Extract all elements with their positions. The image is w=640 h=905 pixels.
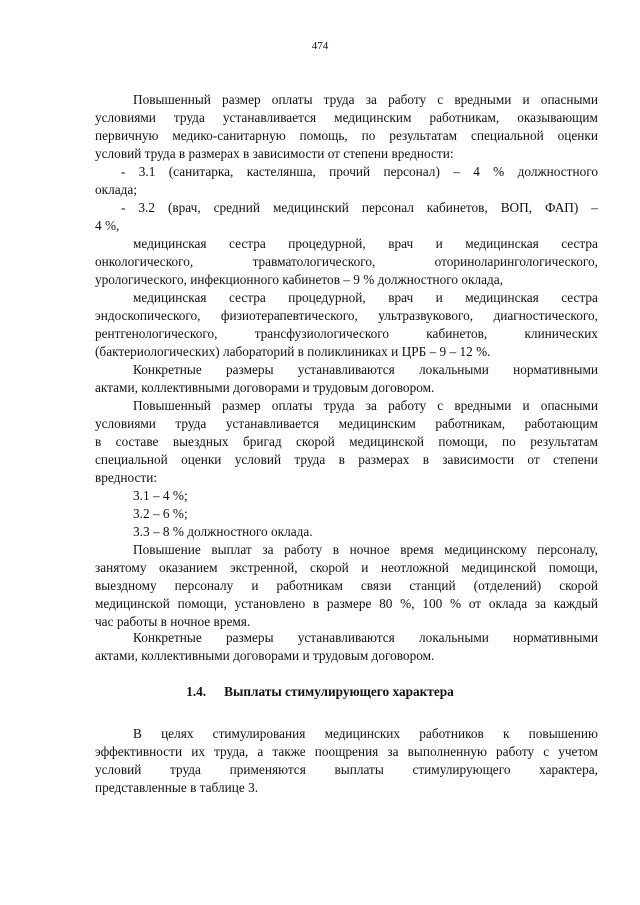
word: а bbox=[257, 744, 264, 759]
word: труда bbox=[323, 92, 355, 107]
text-line bbox=[133, 236, 598, 252]
word: скорой bbox=[310, 560, 349, 575]
word: оплаты bbox=[271, 92, 313, 107]
word: за bbox=[387, 744, 399, 759]
word: в bbox=[312, 596, 320, 611]
word: %, bbox=[400, 596, 415, 611]
text-line bbox=[95, 744, 598, 760]
word: медицинская bbox=[133, 236, 207, 251]
word: диагностического, bbox=[493, 308, 598, 323]
text-line bbox=[95, 596, 598, 612]
word: 80 bbox=[379, 596, 393, 611]
word: неотложной bbox=[380, 560, 449, 575]
word: - bbox=[121, 164, 126, 179]
word: медицинская bbox=[133, 290, 207, 305]
word: оказывающим bbox=[517, 110, 598, 125]
word: 3.1 bbox=[138, 164, 156, 179]
word: сестра bbox=[561, 290, 598, 305]
word: от bbox=[468, 596, 482, 611]
word: работу bbox=[388, 92, 427, 107]
word: от bbox=[527, 452, 540, 467]
word: их bbox=[191, 744, 205, 759]
word: кастелянша, bbox=[246, 164, 316, 179]
word: ВОП, bbox=[500, 200, 533, 215]
word: оплаты bbox=[271, 398, 313, 413]
word: оценки bbox=[557, 128, 598, 143]
word: помощь, bbox=[299, 128, 348, 143]
word: работников bbox=[419, 726, 484, 741]
word: (отделений) bbox=[473, 578, 542, 593]
word: – bbox=[453, 164, 460, 179]
word: 100 bbox=[422, 596, 443, 611]
word: персонал) bbox=[383, 164, 440, 179]
section-title: Выплаты стимулирующего характера bbox=[224, 684, 454, 699]
word: персоналу, bbox=[537, 542, 598, 557]
word: результатам bbox=[530, 434, 598, 449]
word: специальной bbox=[470, 128, 544, 143]
word: труда bbox=[323, 398, 355, 413]
word: выплат bbox=[211, 542, 252, 557]
word: локальными bbox=[419, 362, 489, 377]
text-line bbox=[121, 164, 598, 180]
word: занятому bbox=[95, 560, 147, 575]
word: скорой bbox=[296, 434, 335, 449]
word: прочий bbox=[329, 164, 371, 179]
word: вредными bbox=[454, 92, 512, 107]
word: по bbox=[361, 128, 376, 143]
text-line: представленные в таблице 3. bbox=[95, 780, 259, 795]
word: за bbox=[534, 596, 547, 611]
text-line bbox=[133, 362, 598, 378]
word: работающим bbox=[524, 416, 598, 431]
word: персоналу bbox=[174, 578, 234, 593]
word: оценки bbox=[181, 452, 222, 467]
word: с bbox=[437, 398, 444, 413]
section-heading bbox=[0, 684, 640, 700]
word: медицинская bbox=[465, 236, 539, 251]
word: и bbox=[435, 236, 443, 251]
text-line: оклада; bbox=[95, 182, 138, 197]
text-line bbox=[95, 560, 598, 576]
word: медицинским bbox=[338, 416, 416, 431]
page-number: 474 bbox=[311, 40, 329, 52]
text-line: час работы в ночное время. bbox=[95, 614, 251, 629]
word: труда, bbox=[214, 744, 249, 759]
word: к bbox=[503, 726, 510, 741]
word: сестра bbox=[229, 290, 266, 305]
word: и bbox=[435, 290, 443, 305]
text-line: урологического, инфекционного кабинетов – 9 % должностного оклада, bbox=[95, 272, 504, 287]
word: 4 bbox=[473, 164, 480, 179]
word: оказанием bbox=[158, 560, 218, 575]
word: процедурной, bbox=[288, 236, 366, 251]
word: Повышенный bbox=[133, 398, 211, 413]
word: условий bbox=[95, 762, 142, 777]
word: устанавливается bbox=[222, 110, 317, 125]
text-line: вредности: bbox=[95, 470, 158, 485]
word: В bbox=[133, 726, 142, 741]
text-line bbox=[133, 542, 598, 558]
word: поощрения bbox=[314, 744, 379, 759]
word: учетом bbox=[558, 744, 598, 759]
word: первичную bbox=[95, 128, 159, 143]
word: работникам, bbox=[429, 110, 500, 125]
word: труда bbox=[175, 416, 207, 431]
word: - bbox=[121, 200, 126, 215]
text-line bbox=[133, 290, 598, 306]
word: Конкретные bbox=[133, 362, 202, 377]
word: и bbox=[251, 578, 259, 593]
word: ФАП) bbox=[545, 200, 579, 215]
word: условиями bbox=[95, 110, 156, 125]
word: локальными bbox=[419, 630, 489, 645]
word: связи bbox=[360, 578, 392, 593]
word: персонал bbox=[361, 200, 414, 215]
word: нормативными bbox=[513, 362, 598, 377]
word: оториноларингологического, bbox=[434, 254, 598, 269]
word: экстренной, bbox=[229, 560, 298, 575]
word: размере bbox=[326, 596, 372, 611]
word: – bbox=[591, 200, 598, 215]
text-line: 3.1 – 4 %; bbox=[133, 488, 188, 503]
word: устанавливаются bbox=[297, 630, 395, 645]
text-line bbox=[133, 726, 598, 742]
word: также bbox=[272, 744, 306, 759]
word: каждый bbox=[553, 596, 598, 611]
word: и bbox=[361, 560, 369, 575]
text-line bbox=[95, 110, 598, 126]
text-line: 4 %, bbox=[95, 218, 120, 233]
word: станций bbox=[409, 578, 456, 593]
word: за bbox=[365, 92, 377, 107]
text-line bbox=[95, 416, 598, 432]
word: врач bbox=[388, 236, 414, 251]
word: ночное bbox=[349, 542, 390, 557]
word: помощи, bbox=[438, 434, 488, 449]
word: стимулирования bbox=[212, 726, 306, 741]
text-line bbox=[133, 630, 598, 646]
word: трансфузиологического bbox=[254, 326, 390, 341]
word: труда bbox=[173, 110, 205, 125]
word: медицинской bbox=[95, 596, 170, 611]
word: сестра bbox=[229, 236, 266, 251]
text-line bbox=[133, 92, 598, 108]
word: травматологического, bbox=[252, 254, 376, 269]
word: размер bbox=[222, 92, 261, 107]
word: опасными bbox=[540, 398, 598, 413]
word: характера, bbox=[539, 762, 598, 777]
word: эффективности bbox=[95, 744, 183, 759]
text-line: 3.3 – 8 % должностного оклада. bbox=[133, 524, 313, 539]
word: и bbox=[522, 398, 530, 413]
word: зависимости bbox=[442, 452, 515, 467]
word: с bbox=[543, 744, 550, 759]
word: медицинской bbox=[349, 434, 424, 449]
word: работу bbox=[388, 398, 427, 413]
word: выездных bbox=[172, 434, 229, 449]
word: работникам bbox=[276, 578, 343, 593]
word: условиями bbox=[95, 416, 156, 431]
word: % bbox=[493, 164, 505, 179]
word: устанавливаются bbox=[297, 362, 395, 377]
text-line bbox=[133, 398, 598, 414]
word: медицинский bbox=[272, 200, 349, 215]
text-line bbox=[121, 200, 598, 216]
word: труда bbox=[170, 762, 201, 777]
text-line: актами, коллективными договорами и трудовым договором. bbox=[95, 648, 435, 663]
text-line: (бактериологических) лабораторий в поликлиниках и ЦРБ – 9 – 12 %. bbox=[95, 344, 491, 359]
word: медико-санитарную bbox=[172, 128, 286, 143]
word: % bbox=[450, 596, 462, 611]
word: в bbox=[95, 434, 102, 449]
text-line bbox=[95, 578, 598, 594]
word: бригад bbox=[242, 434, 282, 449]
text-line: актами, коллективными договорами и трудовым договором. bbox=[95, 380, 435, 395]
word: (санитарка, bbox=[168, 164, 234, 179]
word: должностного bbox=[517, 164, 598, 179]
word: стимулирующего bbox=[412, 762, 511, 777]
text-line bbox=[95, 762, 598, 778]
word: вредными bbox=[454, 398, 512, 413]
word: в bbox=[422, 452, 429, 467]
word: работу bbox=[496, 744, 535, 759]
text-line bbox=[95, 308, 598, 324]
word: физиотерапевтического, bbox=[220, 308, 358, 323]
word: 3.2 bbox=[138, 200, 155, 215]
text-line bbox=[95, 254, 598, 270]
word: выполненную bbox=[407, 744, 487, 759]
word: за bbox=[365, 398, 377, 413]
word: работу bbox=[284, 542, 323, 557]
word: сестра bbox=[561, 236, 598, 251]
word: помощи, bbox=[177, 596, 227, 611]
word: кабинетов, bbox=[426, 200, 488, 215]
word: медицинскому bbox=[444, 542, 527, 557]
word: целях bbox=[161, 726, 194, 741]
word: степени bbox=[553, 452, 598, 467]
text-line: условий труда в размерах в зависимости от степени вредности: bbox=[95, 146, 454, 161]
word: составе bbox=[115, 434, 159, 449]
word: размеры bbox=[225, 362, 274, 377]
word: по bbox=[502, 434, 516, 449]
word: скорой bbox=[559, 578, 598, 593]
text-line: 3.2 – 6 %; bbox=[133, 506, 188, 521]
word: повышению bbox=[528, 726, 598, 741]
word: труда bbox=[294, 452, 326, 467]
text-line bbox=[95, 326, 598, 342]
word: размер bbox=[222, 398, 261, 413]
word: и bbox=[522, 92, 530, 107]
word: медицинских bbox=[324, 726, 401, 741]
text-line bbox=[95, 452, 598, 468]
word: эндоскопического, bbox=[95, 308, 201, 323]
word: рентгенологического, bbox=[95, 326, 218, 341]
word: с bbox=[437, 92, 444, 107]
word: за bbox=[262, 542, 274, 557]
word: кабинетов, bbox=[426, 326, 488, 341]
word: нормативными bbox=[513, 630, 598, 645]
word: результатам bbox=[389, 128, 458, 143]
word: устанавливается bbox=[225, 416, 320, 431]
word: работникам, bbox=[435, 416, 506, 431]
word: врач bbox=[388, 290, 414, 305]
word: в bbox=[332, 542, 340, 557]
word: установлено bbox=[234, 596, 306, 611]
word: выплаты bbox=[334, 762, 384, 777]
word: (врач, bbox=[167, 200, 201, 215]
word: оклада bbox=[488, 596, 528, 611]
word: медицинским bbox=[334, 110, 412, 125]
word: размерах bbox=[358, 452, 410, 467]
word: выездному bbox=[95, 578, 157, 593]
word: Повышение bbox=[133, 542, 201, 557]
section-number: 1.4. bbox=[186, 684, 207, 699]
text-line bbox=[95, 434, 598, 450]
text-line bbox=[95, 128, 598, 144]
word: медицинская bbox=[465, 290, 539, 305]
word: время bbox=[400, 542, 434, 557]
word: клинических bbox=[524, 326, 598, 341]
word: опасными bbox=[540, 92, 598, 107]
word: Конкретные bbox=[133, 630, 202, 645]
word: размеры bbox=[225, 630, 274, 645]
word: применяются bbox=[229, 762, 306, 777]
word: помощи, bbox=[548, 560, 598, 575]
word: условий bbox=[234, 452, 282, 467]
word: онкологического, bbox=[95, 254, 194, 269]
word: медицинской bbox=[461, 560, 537, 575]
word: ультразвукового, bbox=[378, 308, 474, 323]
word: Повышенный bbox=[133, 92, 211, 107]
word: процедурной, bbox=[288, 290, 366, 305]
word: в bbox=[338, 452, 345, 467]
word: средний bbox=[213, 200, 261, 215]
word: специальной bbox=[95, 452, 168, 467]
